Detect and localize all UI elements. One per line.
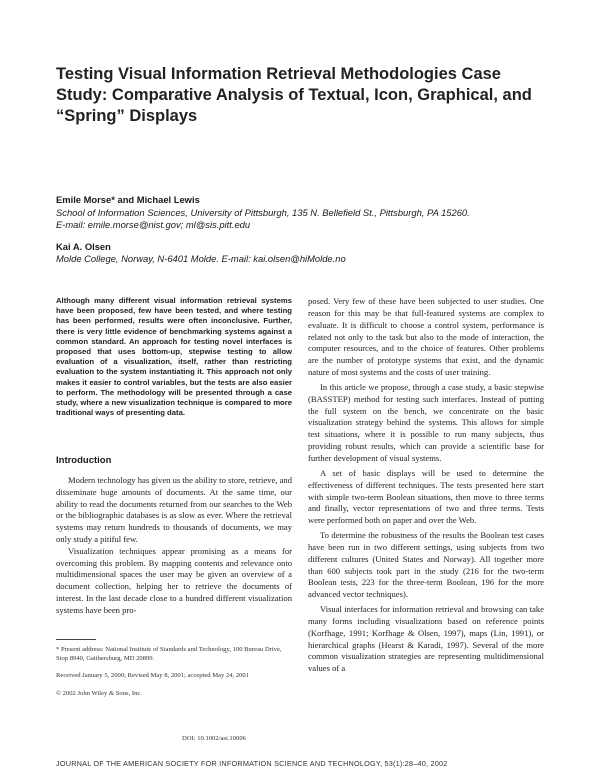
- paragraph: A set of basic displays will be used to determine the effectiveness of different techniques. The tests presented here start with simple two-term Boolean situations, then move to three terms and finally, vector representations of two and three terms. Tests were performed both on paper and over the Web.: [308, 467, 544, 526]
- author-affiliation-2: Molde College, Norway, N-6401 Molde. E-mail: kai.olsen@hiMolde.no: [56, 253, 346, 264]
- journal-footer: JOURNAL OF THE AMERICAN SOCIETY FOR INFORMATION SCIENCE AND TECHNOLOGY, 53(1):28–40, 2002: [56, 759, 448, 768]
- paragraph: Visual interfaces for information retrieval and browsing can take many forms including visualizations based on reference points (Korfhage, 1991; Korfhage & Olsen, 1997), maps (Lin, 1991), or hierarchical graphs (Hearst & Karadi, 1997). Several of the more common visualization strategies are representing multidimensional values of a: [308, 604, 544, 674]
- abstract: Although many different visual information retrieval systems have been proposed, few have been tested, and where testing has been performed, results were often inconclusive. Further, there is very little evidence of benchmarking systems against a common standard. An approach for testing novel interfaces is proposed that uses bottom-up, stepwise testing to allow evaluation of a visualization, itself, rather than restricting evaluation to the system instantiating it. This approach not only makes it easier to control variables, but the tests are also easier to perform. The methodology will be presented through a case study, where a new visualization technique is compared to more traditional ways of presenting data.: [56, 296, 292, 418]
- footnotes: [56, 645, 292, 706]
- paragraph: posed. Very few of these have been subjected to user studies. One reason for this may be that full-featured systems are complex to evaluate. It is difficult to choose a control system, performance is related not only to the task but also to the mode of interaction, the computer resources, and to the choice of features. Other problems are the number of prototype systems that exist, and the dynamic nature of most systems and the costs of user training.: [308, 296, 544, 378]
- author-names-1: Emile Morse* and Michael Lewis: [56, 194, 200, 205]
- footnote-copyright: © 2002 John Wiley & Sons, Inc.: [56, 689, 142, 697]
- authors-block: [56, 194, 556, 266]
- footnote-divider: [56, 639, 96, 640]
- footnote-present-address: * Present address: National Institute of Standards and Technology, 100 Bureau Drive, Stop 8940, Gaithersburg, MD 20899.: [56, 646, 282, 663]
- author-email-1: E-mail: emile.morse@nist.gov; ml@sis.pitt.edu: [56, 219, 251, 230]
- paragraph: In this article we propose, through a case study, a basic stepwise (BASSTEP) method for testing such interfaces. Instead of putting the full system on the bench, we concentrate on the basic visualization strategy behind the systems. This allows for simple test situations, where it is possible to run many subjects, thus providing robust results, which can provide a scientific base for further development of visual systems.: [308, 381, 544, 463]
- section-heading-introduction: Introduction: [56, 455, 112, 466]
- paper-title: Testing Visual Information Retrieval Methodologies Case Study: Comparative Analysis of Textual, Icon, Graphical, and “Spring” Displays: [56, 65, 532, 125]
- author-names-2: Kai A. Olsen: [56, 240, 111, 252]
- author-affiliation-1: School of Information Sciences, University of Pittsburgh, 135 N. Bellefield St., Pittsburgh, PA 15260.: [56, 206, 470, 218]
- footnote-received-dates: Received January 5, 2000; Revised May 8, 2001; accepted May 24, 2001: [56, 672, 250, 680]
- right-column-body: [308, 296, 544, 678]
- doi: DOI: 10.1002/asi.10006: [182, 735, 246, 742]
- paragraph: Modern technology has given us the ability to store, retrieve, and disseminate huge amounts of documents. At the same time, our ability to read the documents returned from our searches to the Web or the bibliographic databases is as slow as ever. Where the retrieval systems may return hundreds to thousands of documents, we may only study a pitiful few.: [56, 475, 292, 544]
- paragraph: To determine the robustness of the results the Boolean test cases have been run in two different settings, using subjects from two different cultures (United States and Norway). All together more than 600 subjects took part in the study (216 for the two-term Boolean tests, 223 for the three-term Boolean, 196 for the more advanced vector techniques).: [308, 530, 544, 600]
- introduction-body: [56, 475, 292, 617]
- paragraph: Visualization techniques appear promising as a means for overcoming this problem. By mapping contents and relevance onto multidimensional spaces the user may be given an overview of a document collection, helping her to retrieve the documents of interest. In the last decade close to a hundred different visualization systems have been pro-: [56, 545, 292, 615]
